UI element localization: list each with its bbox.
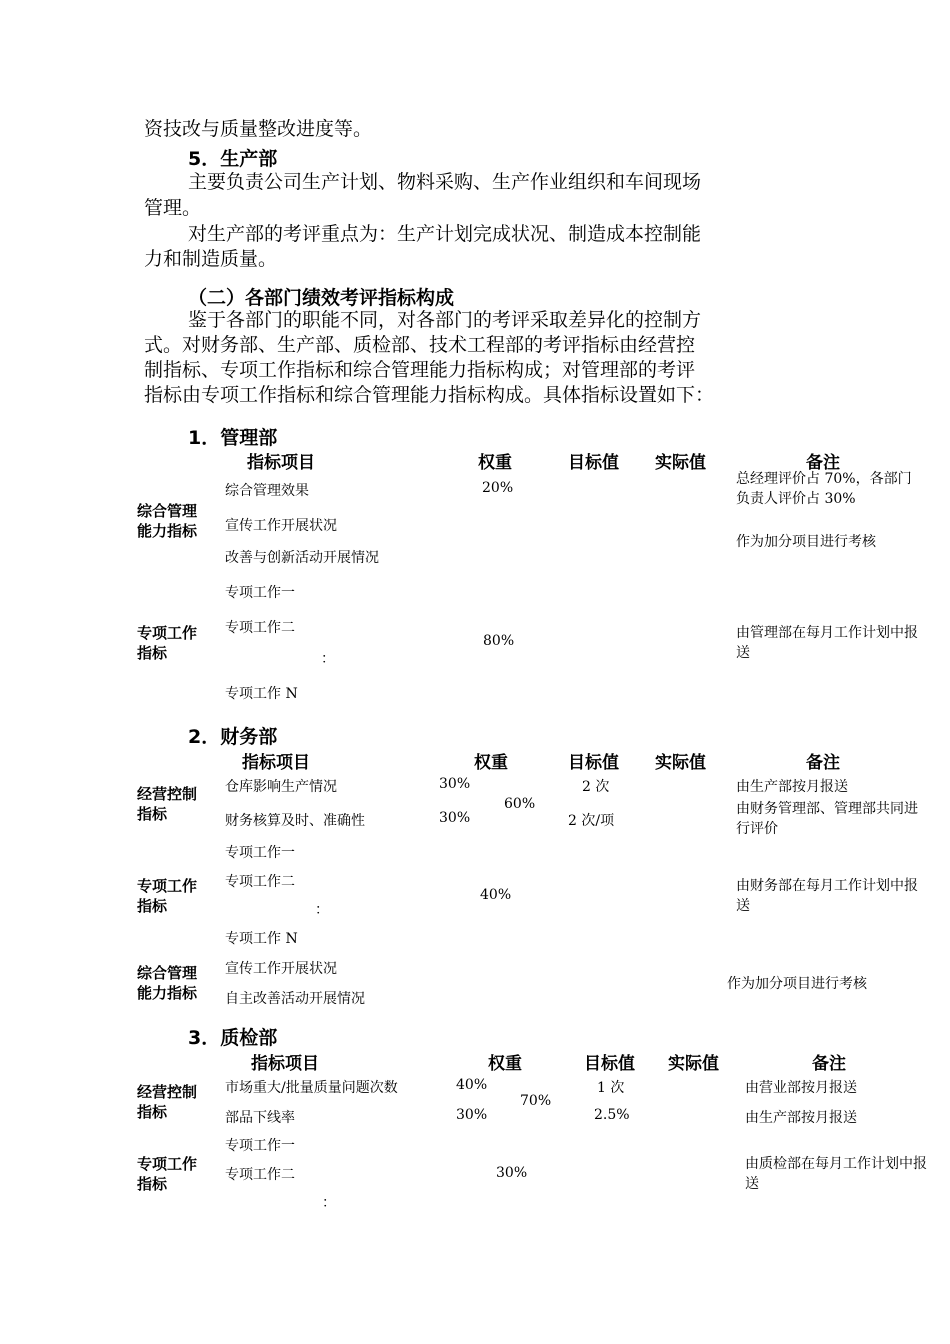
header-target: 目标值 <box>568 753 619 773</box>
target-value: 1 次 <box>597 1080 625 1096</box>
sub-weight: 30% <box>439 810 471 826</box>
indicator-item: 财务核算及时、准确性 <box>225 813 365 829</box>
header-item: 指标项目 <box>251 1054 319 1074</box>
indicator-item: 综合管理效果 <box>225 483 309 499</box>
category-label: 专项工作指标 <box>137 624 198 662</box>
note-text: 由质检部在每月工作计划中报送 <box>745 1156 927 1192</box>
ellipsis-mark: ： <box>322 1195 336 1211</box>
weight-value: 30% <box>496 1165 528 1181</box>
header-weight: 权重 <box>478 453 512 473</box>
note-text: 由管理部在每月工作计划中报送 <box>736 625 918 661</box>
special-item: 专项工作二 <box>225 874 295 890</box>
subsection-title: （二）各部门绩效考评指标构成 <box>188 287 455 309</box>
paragraph-line: 资技改与质量整改进度等。 <box>144 118 373 140</box>
header-actual: 实际值 <box>655 453 706 473</box>
sub-weight: 40% <box>456 1077 488 1093</box>
special-item: 专项工作一 <box>225 845 295 861</box>
note-text: 总经理评价占 70%，各部门负责人评价占 30% <box>736 471 912 507</box>
target-value: 2 次 <box>582 779 610 795</box>
header-target: 目标值 <box>584 1054 635 1074</box>
section-title-production: 5．生产部 <box>188 148 278 170</box>
weight-value: 40% <box>480 887 512 903</box>
paragraph-line: 力和制造质量。 <box>144 248 278 270</box>
paragraph-line: 式。对财务部、生产部、质检部、技术工程部的考评指标由经营控 <box>144 334 696 356</box>
dept-title-quality: 3．质检部 <box>188 1027 278 1049</box>
paragraph-line: 指标由专项工作指标和综合管理能力指标构成。具体指标设置如下： <box>144 384 715 406</box>
category-label: 经营控制指标 <box>137 1083 198 1121</box>
paragraph-line: 对生产部的考评重点为：生产计划完成状况、制造成本控制能 <box>188 223 702 245</box>
paragraph-line: 主要负责公司生产计划、物料采购、生产作业组织和车间现场 <box>188 171 702 193</box>
target-value: 2 次/项 <box>568 813 615 829</box>
indicator-item: 仓库影响生产情况 <box>225 779 337 795</box>
indicator-item: 市场重大/批量质量问题次数 <box>225 1080 398 1096</box>
indicator-item: 改善与创新活动开展情况 <box>225 550 379 566</box>
category-label: 经营控制指标 <box>137 785 198 823</box>
note-text: 由财务管理部、管理部共同进行评价 <box>736 801 918 837</box>
sub-weight: 30% <box>439 776 471 792</box>
note-text: 作为加分项目进行考核 <box>727 976 867 992</box>
note-text: 作为加分项目进行考核 <box>736 534 876 550</box>
note-text: 由财务部在每月工作计划中报送 <box>736 878 918 914</box>
special-item: 专项工作一 <box>225 585 295 601</box>
note-text: 由生产部按月报送 <box>736 779 848 795</box>
category-label: 专项工作指标 <box>137 877 198 915</box>
header-target: 目标值 <box>568 453 619 473</box>
header-item: 指标项目 <box>247 453 315 473</box>
special-item: 专项工作 N <box>225 686 298 702</box>
header-weight: 权重 <box>488 1054 522 1074</box>
ellipsis-mark: ： <box>315 902 329 918</box>
weight-value: 70% <box>520 1093 552 1109</box>
weight-value: 80% <box>483 633 515 649</box>
header-note: 备注 <box>806 453 840 473</box>
header-note: 备注 <box>806 753 840 773</box>
indicator-item: 宣传工作开展状况 <box>225 518 337 534</box>
ability-item: 自主改善活动开展情况 <box>225 991 365 1007</box>
dept-title-finance: 2．财务部 <box>188 726 278 748</box>
sub-weight: 30% <box>456 1107 488 1123</box>
category-label: 综合管理能力指标 <box>137 502 198 540</box>
category-label: 专项工作指标 <box>137 1155 198 1193</box>
paragraph-line: 制指标、专项工作指标和综合管理能力指标构成；对管理部的考评 <box>144 359 696 381</box>
dept-title-management: 1．管理部 <box>188 427 278 449</box>
category-label: 综合管理能力指标 <box>137 964 198 1002</box>
header-weight: 权重 <box>474 753 508 773</box>
target-value: 2.5% <box>594 1107 630 1123</box>
paragraph-line: 管理。 <box>144 197 202 219</box>
weight-value: 20% <box>482 480 514 496</box>
weight-value: 60% <box>504 796 536 812</box>
header-actual: 实际值 <box>668 1054 719 1074</box>
note-text: 由营业部按月报送 <box>745 1080 857 1096</box>
header-actual: 实际值 <box>655 753 706 773</box>
ability-item: 宣传工作开展状况 <box>225 961 337 977</box>
paragraph-line: 鉴于各部门的职能不同，对各部门的考评采取差异化的控制方 <box>188 309 702 331</box>
special-item: 专项工作 N <box>225 931 298 947</box>
special-item: 专项工作二 <box>225 620 295 636</box>
ellipsis-mark: ： <box>321 651 335 667</box>
special-item: 专项工作二 <box>225 1167 295 1183</box>
indicator-item: 部品下线率 <box>225 1110 295 1126</box>
note-text: 由生产部按月报送 <box>745 1110 857 1126</box>
header-note: 备注 <box>812 1054 846 1074</box>
header-item: 指标项目 <box>242 753 310 773</box>
special-item: 专项工作一 <box>225 1138 295 1154</box>
